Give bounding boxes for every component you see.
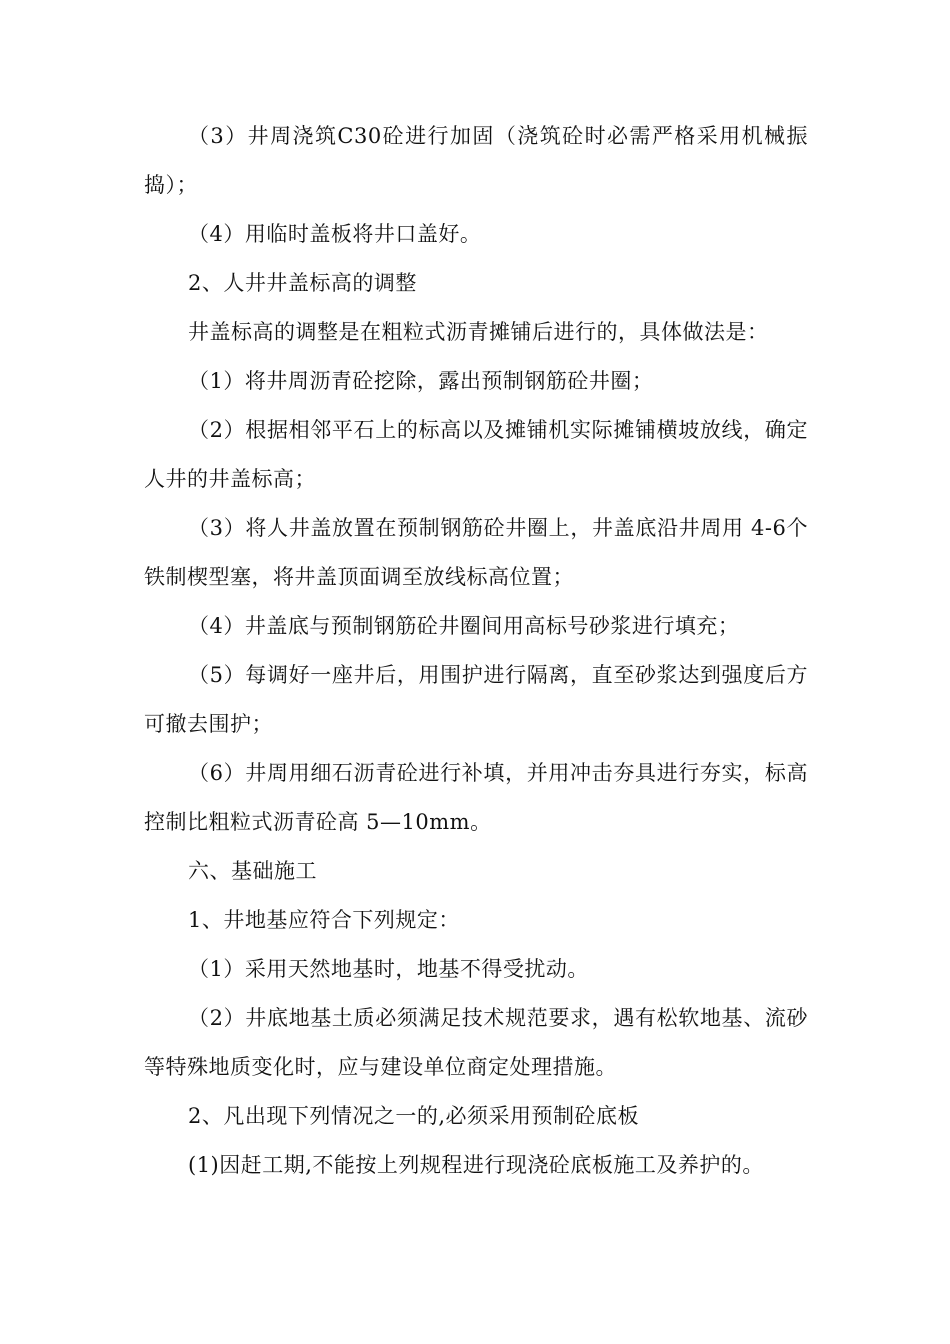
- paragraph-rule-1: （1）采用天然地基时，地基不得受扰动。: [188, 957, 589, 981]
- subheading-foundation-rules: 1、井地基应符合下列规定：: [188, 908, 460, 932]
- paragraph-elevation-intro: 井盖标高的调整是在粗粒式沥青摊铺后进行的，具体做法是：: [188, 320, 769, 344]
- paragraph-3-reinforce: （3）井周浇筑C30砼进行加固（浇筑砼时必需严格采用机械振捣）；: [144, 124, 808, 197]
- section-heading-foundation: 六、基础施工: [188, 859, 317, 883]
- paragraph-step-4: （4）井盖底与预制钢筋砼井圈间用高标号砂浆进行填充；: [188, 614, 740, 638]
- document-body: [144, 112, 808, 1190]
- paragraph-4-cover: （4）用临时盖板将井口盖好。: [188, 222, 482, 246]
- paragraph-precast-case-1: (1)因赶工期,不能按上列规程进行现浇砼底板施工及养护的。: [188, 1153, 764, 1177]
- paragraph-step-5: （5）每调好一座井后，用围护进行隔离，直至砂浆达到强度后方可撤去围护；: [144, 663, 808, 736]
- paragraph-rule-2: （2）井底地基土质必须满足技术规范要求，遇有松软地基、流砂等特殊地质变化时，应与建设单位商定处理措施。: [144, 1006, 808, 1079]
- section-heading-manhole-elevation: 2、人井井盖标高的调整: [188, 271, 417, 295]
- paragraph-step-3: （3）将人井盖放置在预制钢筋砼井圈上，井盖底沿井周用 4-6个铁制楔型塞，将井盖顶面调至放线标高位置；: [144, 516, 808, 589]
- paragraph-step-6: （6）井周用细石沥青砼进行补填，并用冲击夯具进行夯实，标高控制比粗粒式沥青砼高 5—10mm。: [144, 761, 808, 834]
- paragraph-step-1: （1）将井周沥青砼挖除，露出预制钢筋砼井圈；: [188, 369, 654, 393]
- paragraph-step-2: （2）根据相邻平石上的标高以及摊铺机实际摊铺横坡放线，确定人井的井盖标高；: [144, 418, 808, 491]
- subheading-precast-slab: 2、凡出现下列情况之一的,必须采用预制砼底板: [188, 1104, 640, 1128]
